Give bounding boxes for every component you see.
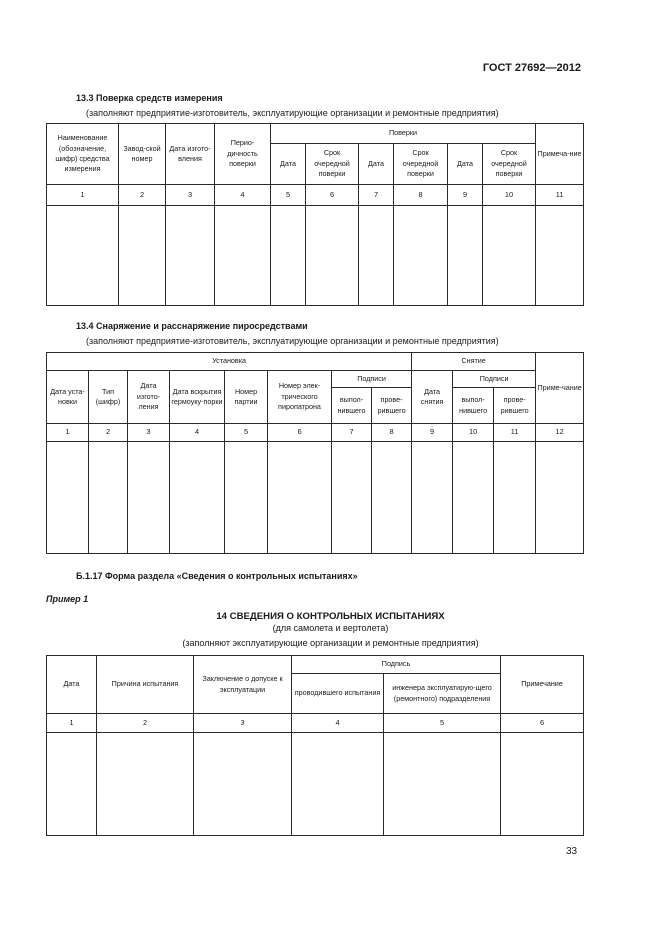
col-manufacture-date: Дата изгото-вления	[166, 124, 215, 185]
col-type: Тип (шифр)	[89, 371, 128, 424]
section-14-subtitle-1: (для самолета и вертолета)	[272, 623, 389, 633]
col-number: 3	[194, 714, 292, 733]
col-note: Приме-чание	[536, 353, 584, 424]
col-note: Примечание	[501, 656, 584, 714]
col-manufacture-date: Дата изгото-ления	[128, 371, 170, 424]
empty-row	[47, 442, 584, 554]
col-verifications: Поверки	[271, 124, 536, 144]
col-number: 11	[494, 424, 536, 442]
col-number: 2	[89, 424, 128, 442]
col-number: 7	[359, 185, 394, 206]
col-number: 5	[271, 185, 306, 206]
col-signature: Подпись	[292, 656, 501, 674]
col-number: 8	[394, 185, 448, 206]
section-14-title: 14 СВЕДЕНИЯ О КОНТРОЛЬНЫХ ИСПЫТАНИЯХ	[216, 611, 445, 622]
col-next-date: Срок очередной поверки	[394, 144, 448, 185]
verification-table	[46, 123, 584, 306]
col-checker: прове-рившего	[372, 388, 412, 424]
col-number: 1	[47, 714, 97, 733]
col-number: 5	[225, 424, 268, 442]
col-number: 9	[412, 424, 453, 442]
example-label: Пример 1	[46, 594, 89, 604]
col-reason: Причина испытания	[97, 656, 194, 714]
col-opening-date: Дата вскрытия гермоуку-порки	[170, 371, 225, 424]
col-number: 2	[119, 185, 166, 206]
col-batch-number: Номер партии	[225, 371, 268, 424]
col-number: 9	[448, 185, 483, 206]
col-removal: Снятие	[412, 353, 536, 371]
col-performer: выпол-нившего	[332, 388, 372, 424]
col-number: 3	[128, 424, 170, 442]
col-performer: выпол-нившего	[453, 388, 494, 424]
col-squib-number: Номер элек-трического пиропатрона	[268, 371, 332, 424]
col-date: Дата	[359, 144, 394, 185]
col-name: Наименование (обозначение, шифр) средства измерения	[47, 124, 119, 185]
col-number: 6	[306, 185, 359, 206]
pyro-table	[46, 352, 584, 554]
col-signatures: Подписи	[453, 371, 536, 388]
col-checker: прове-рившего	[494, 388, 536, 424]
col-date: Дата	[47, 656, 97, 714]
col-number: 12	[536, 424, 584, 442]
col-installation: Установка	[47, 353, 412, 371]
col-factory-number: Завод-ской номер	[119, 124, 166, 185]
col-signatures: Подписи	[332, 371, 412, 388]
col-number: 6	[501, 714, 584, 733]
col-number: 4	[215, 185, 271, 206]
col-periodicity: Перио-дичность поверки	[215, 124, 271, 185]
appendix-b117-title: Б.1.17 Форма раздела «Сведения о контрольных испытаниях»	[76, 571, 358, 581]
col-number: 5	[384, 714, 501, 733]
col-number: 10	[453, 424, 494, 442]
col-removal-date: Дата снятия	[412, 371, 453, 424]
empty-row	[47, 733, 584, 836]
col-number: 1	[47, 185, 119, 206]
document-code: ГОСТ 27692—2012	[482, 62, 581, 74]
col-number: 3	[166, 185, 215, 206]
section-13-4-subtitle: (заполняют предприятие-изготовитель, эксплуатирующие организации и ремонтные предприятия)	[86, 336, 499, 346]
col-number: 4	[292, 714, 384, 733]
col-tester: проводившего испытания	[292, 674, 384, 714]
col-number: 6	[268, 424, 332, 442]
col-number: 4	[170, 424, 225, 442]
col-date: Дата	[448, 144, 483, 185]
empty-row	[47, 206, 584, 306]
col-note: Примеча-ние	[536, 124, 584, 185]
col-number: 8	[372, 424, 412, 442]
section-14-subtitle-2: (заполняют эксплуатирующие организации и ремонтные предприятия)	[182, 638, 479, 648]
col-number: 1	[47, 424, 89, 442]
section-13-4-title: 13.4 Снаряжение и расснаряжение пиросредствами	[76, 321, 308, 331]
section-13-3-title: 13.3 Поверка средств измерения	[76, 93, 223, 103]
col-number: 7	[332, 424, 372, 442]
col-number: 2	[97, 714, 194, 733]
col-number: 10	[483, 185, 536, 206]
control-tests-table	[46, 655, 584, 836]
col-date: Дата	[271, 144, 306, 185]
col-engineer: инженера эксплуатирую-щего (ремонтного) подразделения	[384, 674, 501, 714]
col-conclusion: Заключение о допуске к эксплуатации	[194, 656, 292, 714]
col-install-date: Дата уста-новки	[47, 371, 89, 424]
col-next-date: Срок очередной поверки	[306, 144, 359, 185]
col-next-date: Срок очередной поверки	[483, 144, 536, 185]
section-13-3-subtitle: (заполняют предприятие-изготовитель, эксплуатирующие организации и ремонтные предприятия)	[86, 108, 499, 118]
col-number: 11	[536, 185, 584, 206]
page-number: 33	[566, 846, 578, 857]
